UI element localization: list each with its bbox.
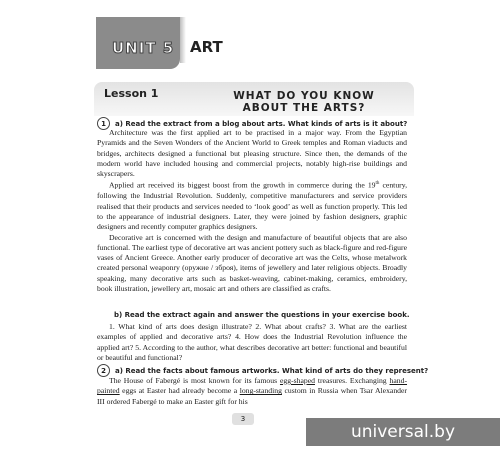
unit-title: ART xyxy=(190,38,223,56)
underlined-word: long-standing xyxy=(239,386,282,396)
unit-label: UNIT 5 xyxy=(112,39,175,57)
underlined-word: hand-painted xyxy=(97,376,408,396)
exercise-2-number: 2 xyxy=(97,364,110,377)
exercise-2-text: The House of Fabergé is most known for its famous egg-shaped treasures. Exchanging hand-painted eggs at Easter had already become a long-standing custom in Russia when Tsar Alexander III ordered Fabergé to make an Easter gift for his xyxy=(97,376,408,406)
paragraph-applied-art: Applied art received its biggest boost from the growth in commerce during the 19th century, following the Industrial Revolution. Suddenly, competitive manufacturers and service providers realised that their products and services needed to ‘look good’ as well as function properly. This led to the appearance of industrial designers. Later, they were joined by fashion designers, graphic designers and recently computer graphics designers. xyxy=(97,181,407,232)
unit-tab-shadow xyxy=(180,17,186,63)
exercise-1-extract xyxy=(97,128,407,294)
lesson-title-line1: WHAT DO YOU KNOW xyxy=(233,90,375,102)
lesson-title-line2: ABOUT THE ARTS? xyxy=(242,102,366,114)
lesson-label: Lesson 1 xyxy=(104,87,159,100)
exercise-2-instruction: a) Read the facts about famous artworks. What kind of arts do they represent? xyxy=(115,366,429,375)
page-number: 3 xyxy=(232,413,254,425)
paragraph-architecture: Architecture was the first applied art to be practised in a major way. From the Egyptian Pyramids and the Seven Wonders of the Ancient World to Greek temples and Roman viaducts and bridges, architects designed a functional but pleasing structure. Since then, the demands of the modern world have included housing and commercial projects, notably high-rise buildings and skyscrapers. xyxy=(97,128,407,179)
paragraph-decorative-art: Decorative art is concerned with the design and manufacture of beautiful objects that are also functional. The earliest type of decorative art was ancient pottery such as black-figure and red-figure vases of Ancient Greece. Another early producer of decorative art was the Celts, whose metalwork created personal weaponry (оружие / зброя), items of jewellery and later religious objects. Broadly speaking, many decorative arts such as basket-weaving, cabinet-making, ceramics, embroidery, book illustration, jewellery art, mosaic art and others are classified as crafts. xyxy=(97,232,407,294)
exercise-1b-questions: 1. What kind of arts does design illustrate? 2. What about crafts? 3. What are the earliest examples of applied and decorative arts? 4. How does the Industrial Revolution influence the applied art? 5. According to the author, what describes decorative art better: functional and beautiful or beautiful and functional? xyxy=(97,322,407,362)
underlined-word: egg-shaped xyxy=(279,376,315,385)
exercise-1b-instruction: b) Read the extract again and answer the questions in your exercise book. xyxy=(114,311,410,319)
exercise-1-instruction: a) Read the extract from a blog about arts. What kinds of arts is it about? xyxy=(115,119,408,128)
lesson-title xyxy=(204,90,404,114)
watermark: universal.by xyxy=(306,418,500,446)
exercise-1-number: 1 xyxy=(97,117,110,130)
